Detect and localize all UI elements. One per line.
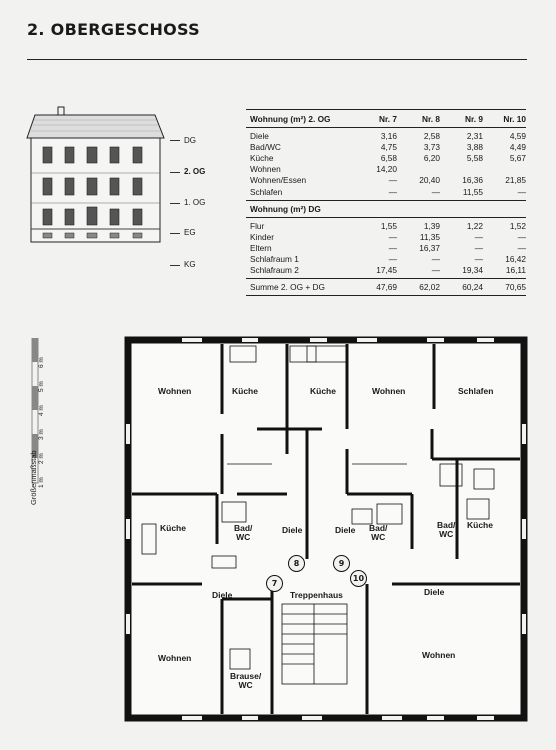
floor-label-eg: EG (184, 228, 196, 237)
page-title: 2. OBERGESCHOSS (27, 20, 200, 39)
sum-nr7: 47,69 (376, 282, 397, 293)
header-label: Wohnung (m²) 2. OG (250, 113, 331, 124)
room-kueche-mid-right: Küche (467, 520, 493, 530)
row-value: — (388, 243, 397, 254)
row-value: — (474, 231, 483, 242)
og-rows (246, 130, 526, 197)
room-wohnen-bottom-right: Wohnen (422, 650, 456, 660)
scale-caption: Größenmaßstab (29, 450, 38, 505)
row-value: 11,55 (462, 186, 483, 197)
row-value: — (431, 265, 440, 276)
floor-tick-og1 (170, 203, 180, 204)
row-value: 4,75 (380, 141, 397, 152)
table-row (246, 254, 526, 265)
sum-row (246, 278, 526, 296)
room-diele-bottom-right: Diele (424, 587, 445, 597)
row-value: 2,31 (466, 130, 483, 141)
unit-number-7: 7 (266, 575, 283, 592)
floor-label-dg: DG (184, 136, 196, 145)
row-value: — (388, 175, 397, 186)
row-value: 16,37 (419, 243, 440, 254)
dg-header-label: Wohnung (m²) DG (250, 204, 321, 215)
row-value: 4,59 (509, 130, 526, 141)
row-value: 3,88 (466, 141, 483, 152)
row-value: 2,58 (423, 130, 440, 141)
room-treppenhaus: Treppenhaus (290, 590, 343, 600)
room-kueche-mid-left: Küche (160, 523, 186, 533)
row-value: 4,49 (509, 141, 526, 152)
row-label: Schlafraum 2 (250, 265, 299, 276)
sum-nr8: 62,02 (419, 282, 440, 293)
sum-nr9: 60,24 (462, 282, 483, 293)
row-label: Küche (250, 152, 274, 163)
row-value: — (431, 186, 440, 197)
scale-mark-1: 1 m (38, 477, 45, 488)
row-label: Wohnen/Essen (250, 175, 307, 186)
sum-label: Summe 2. OG + DG (250, 282, 325, 293)
scale-mark-4: 4 m (38, 405, 45, 416)
table-row (246, 231, 526, 242)
row-value: — (517, 186, 526, 197)
area-table (246, 109, 526, 296)
table-row (246, 220, 526, 231)
row-value: 21,85 (505, 175, 526, 186)
room-diele-right: Diele (335, 525, 356, 535)
row-label: Bad/WC (250, 141, 281, 152)
room-diele-left: Diele (282, 525, 303, 535)
table-row (246, 152, 526, 163)
row-value: 11,35 (419, 231, 440, 242)
row-label: Eltern (250, 243, 272, 254)
unit-number-9: 9 (333, 555, 350, 572)
row-value: — (517, 231, 526, 242)
floor-tick-dg (170, 140, 180, 141)
room-wohnen-top-right: Wohnen (372, 386, 406, 396)
room-bad-right: Bad/ WC (369, 523, 388, 542)
table-header (246, 110, 526, 128)
unit-number-8: 8 (288, 555, 305, 572)
table-row (246, 265, 526, 276)
row-label: Diele (250, 130, 269, 141)
sum-nr10: 70,65 (505, 282, 526, 293)
row-value: — (517, 243, 526, 254)
row-value: — (431, 254, 440, 265)
scale-mark-6: 6 m (38, 357, 45, 368)
row-label: Flur (250, 220, 265, 231)
row-value: 1,22 (466, 220, 483, 231)
row-value: — (474, 243, 483, 254)
row-label: Wohnen (250, 164, 281, 175)
unit-number-10: 10 (350, 570, 367, 587)
row-label: Schlafraum 1 (250, 254, 299, 265)
table-row (246, 130, 526, 141)
row-value: 5,67 (509, 152, 526, 163)
floor-label-kg: KG (184, 260, 196, 269)
table-row (246, 164, 526, 175)
dg-rows (246, 220, 526, 276)
row-value: 3,73 (423, 141, 440, 152)
row-value: — (474, 254, 483, 265)
building-facade (25, 103, 175, 257)
row-value: 5,58 (466, 152, 483, 163)
table-row (246, 186, 526, 197)
room-diele-bottom-left: Diele (212, 590, 233, 600)
row-label: Kinder (250, 231, 274, 242)
room-bad-left: Bad/ WC (234, 523, 253, 542)
table-row (246, 243, 526, 254)
scale-mark-3: 3 m (38, 429, 45, 440)
room-bad-far-right: Bad/ WC (437, 520, 456, 539)
scale-mark-5: 5 m (38, 381, 45, 392)
row-value: 20,40 (419, 175, 440, 186)
floor-tick-og2 (170, 172, 180, 173)
room-wohnen-top-left: Wohnen (158, 386, 192, 396)
header-col-nr9: Nr. 9 (465, 113, 483, 124)
room-kueche-top-center: Küche (310, 386, 336, 396)
header-col-nr10: Nr. 10 (503, 113, 526, 124)
facade-drawing (25, 103, 175, 253)
table-row (246, 141, 526, 152)
floor-plan (122, 334, 532, 738)
room-schlafen: Schlafen (458, 386, 494, 396)
row-value: 1,55 (380, 220, 397, 231)
dg-header (246, 200, 526, 218)
row-value: 1,39 (423, 220, 440, 231)
scale-mark-2: 2 m (38, 453, 45, 464)
floor-label-og2: 2. OG (184, 167, 206, 176)
row-value: 6,58 (380, 152, 397, 163)
floor-tick-kg (170, 265, 180, 266)
row-value: — (388, 254, 397, 265)
row-value: — (388, 186, 397, 197)
table-row (246, 175, 526, 186)
floor-tick-eg (170, 233, 180, 234)
row-value: 16,42 (505, 254, 526, 265)
row-value: 6,20 (423, 152, 440, 163)
floor-label-og1: 1. OG (184, 198, 206, 207)
row-value: 16,11 (505, 265, 526, 276)
row-value: — (388, 231, 397, 242)
row-value: 16,36 (462, 175, 483, 186)
row-value: 17,45 (376, 265, 397, 276)
title-divider (27, 59, 527, 60)
header-col-nr7: Nr. 7 (379, 113, 397, 124)
row-label: Schlafen (250, 186, 283, 197)
room-kueche-top-left: Küche (232, 386, 258, 396)
room-brause-wc: Brause/ WC (230, 671, 262, 690)
row-value: 3,16 (380, 130, 397, 141)
row-value: 14,20 (376, 164, 397, 175)
header-col-nr8: Nr. 8 (422, 113, 440, 124)
row-value: 1,52 (509, 220, 526, 231)
row-value: 19,34 (462, 265, 483, 276)
room-wohnen-bottom-left: Wohnen (158, 653, 192, 663)
